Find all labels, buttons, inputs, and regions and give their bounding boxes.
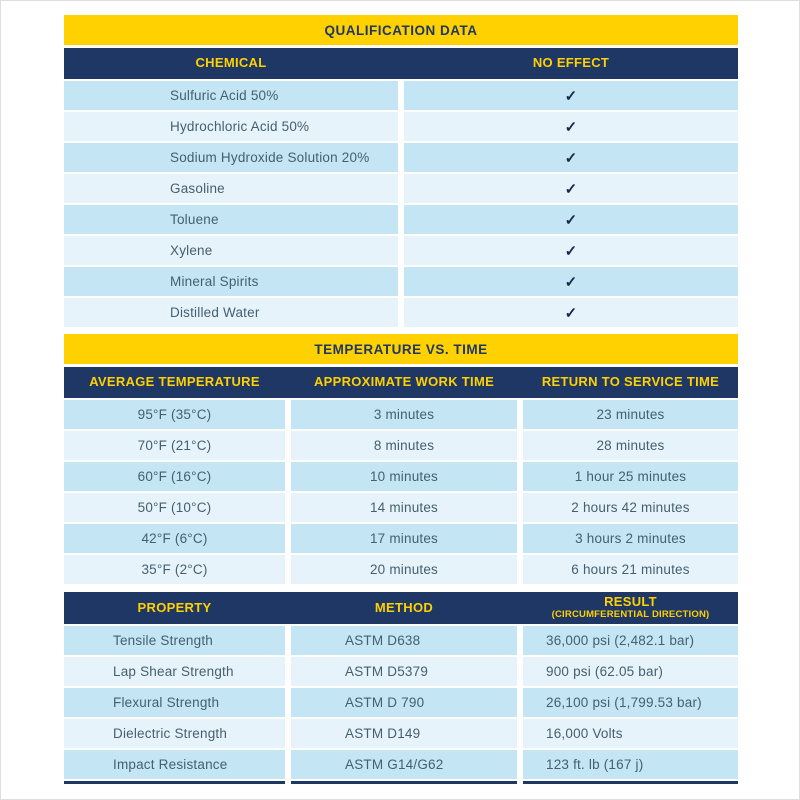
table-row <box>64 657 738 686</box>
column-header: APPROXIMATE WORK TIME <box>313 374 495 390</box>
column-header: AVERAGE TEMPERATURE <box>89 374 260 390</box>
column-header <box>523 592 738 624</box>
temperature-vs-time-table <box>64 334 738 584</box>
row-label-cell: 95°F (35°C) <box>64 400 285 429</box>
row-label-cell: Distilled Water <box>64 298 398 327</box>
table-row <box>64 236 738 265</box>
row-label-cell: Toluene <box>64 205 398 234</box>
column-header: NO EFFECT <box>532 55 610 71</box>
table-bottom-border <box>64 781 738 784</box>
row-label-cell: Sulfuric Acid 50% <box>64 81 398 110</box>
row-value-cell: 2 hours 42 minutes <box>523 493 738 522</box>
row-value-cell: 900 psi (62.05 bar) <box>523 657 738 686</box>
table-row <box>64 298 738 327</box>
row-label-cell: Dielectric Strength <box>64 719 285 748</box>
mechanical-properties-table <box>64 592 738 784</box>
table-row <box>64 719 738 748</box>
bottom-border-segment <box>64 781 285 784</box>
row-value-cell: ✓ <box>404 236 738 265</box>
table-row <box>64 81 738 110</box>
column-header-main: RESULT <box>604 594 657 610</box>
properties-header-row <box>64 592 738 624</box>
row-value-cell: ✓ <box>404 205 738 234</box>
row-value-cell: ✓ <box>404 298 738 327</box>
temperature-vs-time-title: TEMPERATURE VS. TIME <box>64 334 738 364</box>
row-value-cell: ASTM D149 <box>291 719 517 748</box>
row-value-cell: 23 minutes <box>523 400 738 429</box>
row-label-cell: Tensile Strength <box>64 626 285 655</box>
row-value-cell: 28 minutes <box>523 431 738 460</box>
row-value-cell: 3 hours 2 minutes <box>523 524 738 553</box>
column-header: RETURN TO SERVICE TIME <box>541 374 720 390</box>
row-label-cell: Mineral Spirits <box>64 267 398 296</box>
row-label-cell: 35°F (2°C) <box>64 555 285 584</box>
row-value-cell: 123 ft. lb (167 j) <box>523 750 738 779</box>
row-label-cell: Flexural Strength <box>64 688 285 717</box>
table-row <box>64 626 738 655</box>
row-label-cell: Xylene <box>64 236 398 265</box>
row-value-cell: ✓ <box>404 267 738 296</box>
row-label-cell: Impact Resistance <box>64 750 285 779</box>
table-row <box>64 400 738 429</box>
row-label-cell: 70°F (21°C) <box>64 431 285 460</box>
row-label-cell: 60°F (16°C) <box>64 462 285 491</box>
table-row <box>64 431 738 460</box>
row-label-cell: Lap Shear Strength <box>64 657 285 686</box>
row-label-cell: Sodium Hydroxide Solution 20% <box>64 143 398 172</box>
row-value-cell: 10 minutes <box>291 462 517 491</box>
row-value-cell: 1 hour 25 minutes <box>523 462 738 491</box>
table-row <box>64 205 738 234</box>
table-row <box>64 174 738 203</box>
table-row <box>64 750 738 779</box>
table-row <box>64 462 738 491</box>
row-value-cell: ✓ <box>404 174 738 203</box>
row-label-cell: 42°F (6°C) <box>64 524 285 553</box>
table-row <box>64 112 738 141</box>
row-label-cell: Gasoline <box>64 174 398 203</box>
row-value-cell: 26,100 psi (1,799.53 bar) <box>523 688 738 717</box>
column-header: METHOD <box>374 599 434 615</box>
row-value-cell: 17 minutes <box>291 524 517 553</box>
row-label-cell: 50°F (10°C) <box>64 493 285 522</box>
row-value-cell: 3 minutes <box>291 400 517 429</box>
bottom-border-segment <box>291 781 517 784</box>
row-value-cell: ✓ <box>404 143 738 172</box>
row-value-cell: 8 minutes <box>291 431 517 460</box>
table-row <box>64 555 738 584</box>
qualification-data-title: QUALIFICATION DATA <box>64 15 738 45</box>
row-value-cell: 36,000 psi (2,482.1 bar) <box>523 626 738 655</box>
row-value-cell: 20 minutes <box>291 555 517 584</box>
temperature-rows <box>64 400 738 584</box>
row-value-cell: 14 minutes <box>291 493 517 522</box>
row-value-cell: 6 hours 21 minutes <box>523 555 738 584</box>
table-row <box>64 267 738 296</box>
table-row <box>64 143 738 172</box>
column-header: CHEMICAL <box>195 55 267 71</box>
row-value-cell: 16,000 Volts <box>523 719 738 748</box>
row-label-cell: Hydrochloric Acid 50% <box>64 112 398 141</box>
table-row <box>64 493 738 522</box>
row-value-cell: ASTM D638 <box>291 626 517 655</box>
row-value-cell: ✓ <box>404 112 738 141</box>
temperature-header-row <box>64 367 738 398</box>
row-value-cell: ASTM G14/G62 <box>291 750 517 779</box>
table-row <box>64 688 738 717</box>
row-value-cell: ASTM D5379 <box>291 657 517 686</box>
table-row <box>64 524 738 553</box>
column-header: PROPERTY <box>137 599 212 615</box>
row-value-cell: ASTM D 790 <box>291 688 517 717</box>
properties-rows <box>64 626 738 779</box>
qualification-data-table <box>64 15 738 327</box>
column-header-sub: (CIRCUMFERENTIAL DIRECTION) <box>551 609 710 620</box>
bottom-border-segment <box>523 781 738 784</box>
qualification-header-row <box>64 48 738 79</box>
qualification-rows <box>64 81 738 327</box>
row-value-cell: ✓ <box>404 81 738 110</box>
